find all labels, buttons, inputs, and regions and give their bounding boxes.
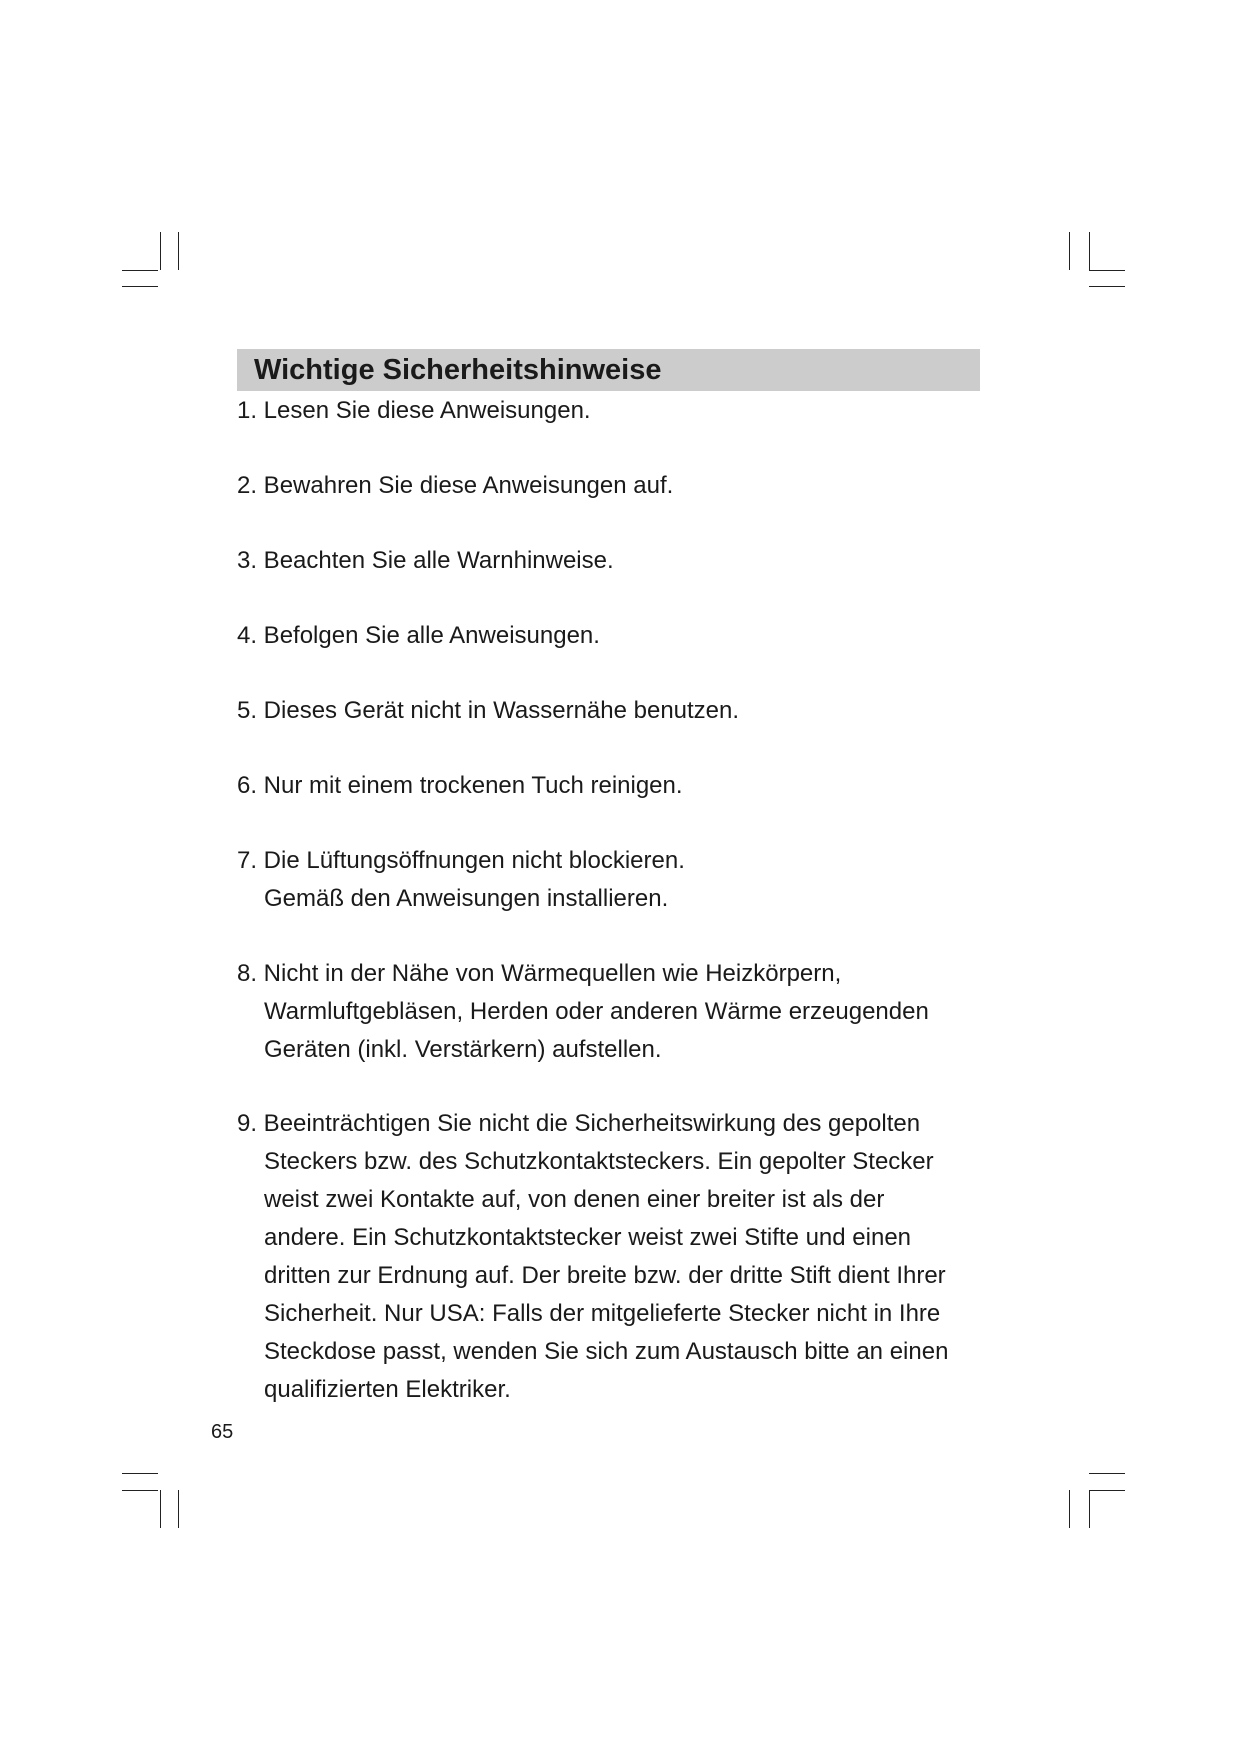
crop-mark — [1089, 232, 1090, 270]
page-number: 65 — [211, 1421, 234, 1443]
crop-mark — [1089, 270, 1125, 271]
page-title: Wichtige Sicherheitshinweise — [254, 354, 662, 386]
safety-item-8 — [237, 955, 929, 1069]
crop-mark — [1069, 1490, 1070, 1528]
item-line: Steckers bzw. des Schutzkontaktsteckers. Ein gepolter Stecker — [264, 1148, 934, 1175]
item-line: 2. Bewahren Sie diese Anweisungen auf. — [237, 472, 674, 499]
crop-mark — [122, 270, 158, 271]
item-line: 6. Nur mit einem trockenen Tuch reinigen. — [237, 772, 683, 799]
safety-item-6 — [237, 767, 683, 805]
crop-mark — [1089, 1490, 1090, 1528]
item-line: 8. Nicht in der Nähe von Wärmequellen wie Heizkörpern, — [237, 960, 842, 987]
heading-bar — [237, 349, 980, 391]
crop-mark — [178, 232, 179, 270]
crop-mark — [122, 1473, 158, 1474]
item-line: 7. Die Lüftungsöffnungen nicht blockieren. — [237, 847, 685, 874]
safety-item-5 — [237, 692, 739, 730]
crop-mark — [122, 286, 158, 287]
item-line: dritten zur Erdnung auf. Der breite bzw. der dritte Stift dient Ihrer — [264, 1262, 946, 1289]
crop-mark — [160, 1490, 161, 1528]
crop-mark — [1089, 286, 1125, 287]
item-line: Sicherheit. Nur USA: Falls der mitgelieferte Stecker nicht in Ihre — [264, 1300, 941, 1327]
item-line: Warmluftgebläsen, Herden oder anderen Wärme erzeugenden — [264, 998, 929, 1025]
safety-item-3 — [237, 542, 614, 580]
item-line: Gemäß den Anweisungen installieren. — [264, 885, 669, 912]
item-line: 1. Lesen Sie diese Anweisungen. — [237, 397, 591, 424]
item-line: 4. Befolgen Sie alle Anweisungen. — [237, 622, 600, 649]
safety-item-2 — [237, 467, 673, 505]
crop-mark — [160, 232, 161, 270]
safety-item-4 — [237, 617, 600, 655]
item-line: andere. Ein Schutzkontaktstecker weist zwei Stifte und einen — [264, 1224, 912, 1251]
item-line: weist zwei Kontakte auf, von denen einer breiter ist als der — [264, 1186, 885, 1213]
item-line: Geräten (inkl. Verstärkern) aufstellen. — [264, 1036, 662, 1063]
safety-item-7 — [237, 842, 685, 918]
safety-item-1 — [237, 392, 591, 430]
crop-mark — [1089, 1473, 1125, 1474]
item-line: 3. Beachten Sie alle Warnhinweise. — [237, 547, 614, 574]
crop-mark — [122, 1490, 158, 1491]
item-line: Steckdose passt, wenden Sie sich zum Austausch bitte an einen — [264, 1338, 949, 1365]
item-line: 5. Dieses Gerät nicht in Wassernähe benutzen. — [237, 697, 740, 724]
item-line: qualifizierten Elektriker. — [264, 1376, 511, 1403]
item-line: 9. Beeinträchtigen Sie nicht die Sicherheitswirkung des gepolten — [237, 1110, 921, 1137]
crop-mark — [1069, 232, 1070, 270]
safety-item-9 — [237, 1105, 948, 1409]
crop-mark — [178, 1490, 179, 1528]
crop-mark — [1089, 1490, 1125, 1491]
